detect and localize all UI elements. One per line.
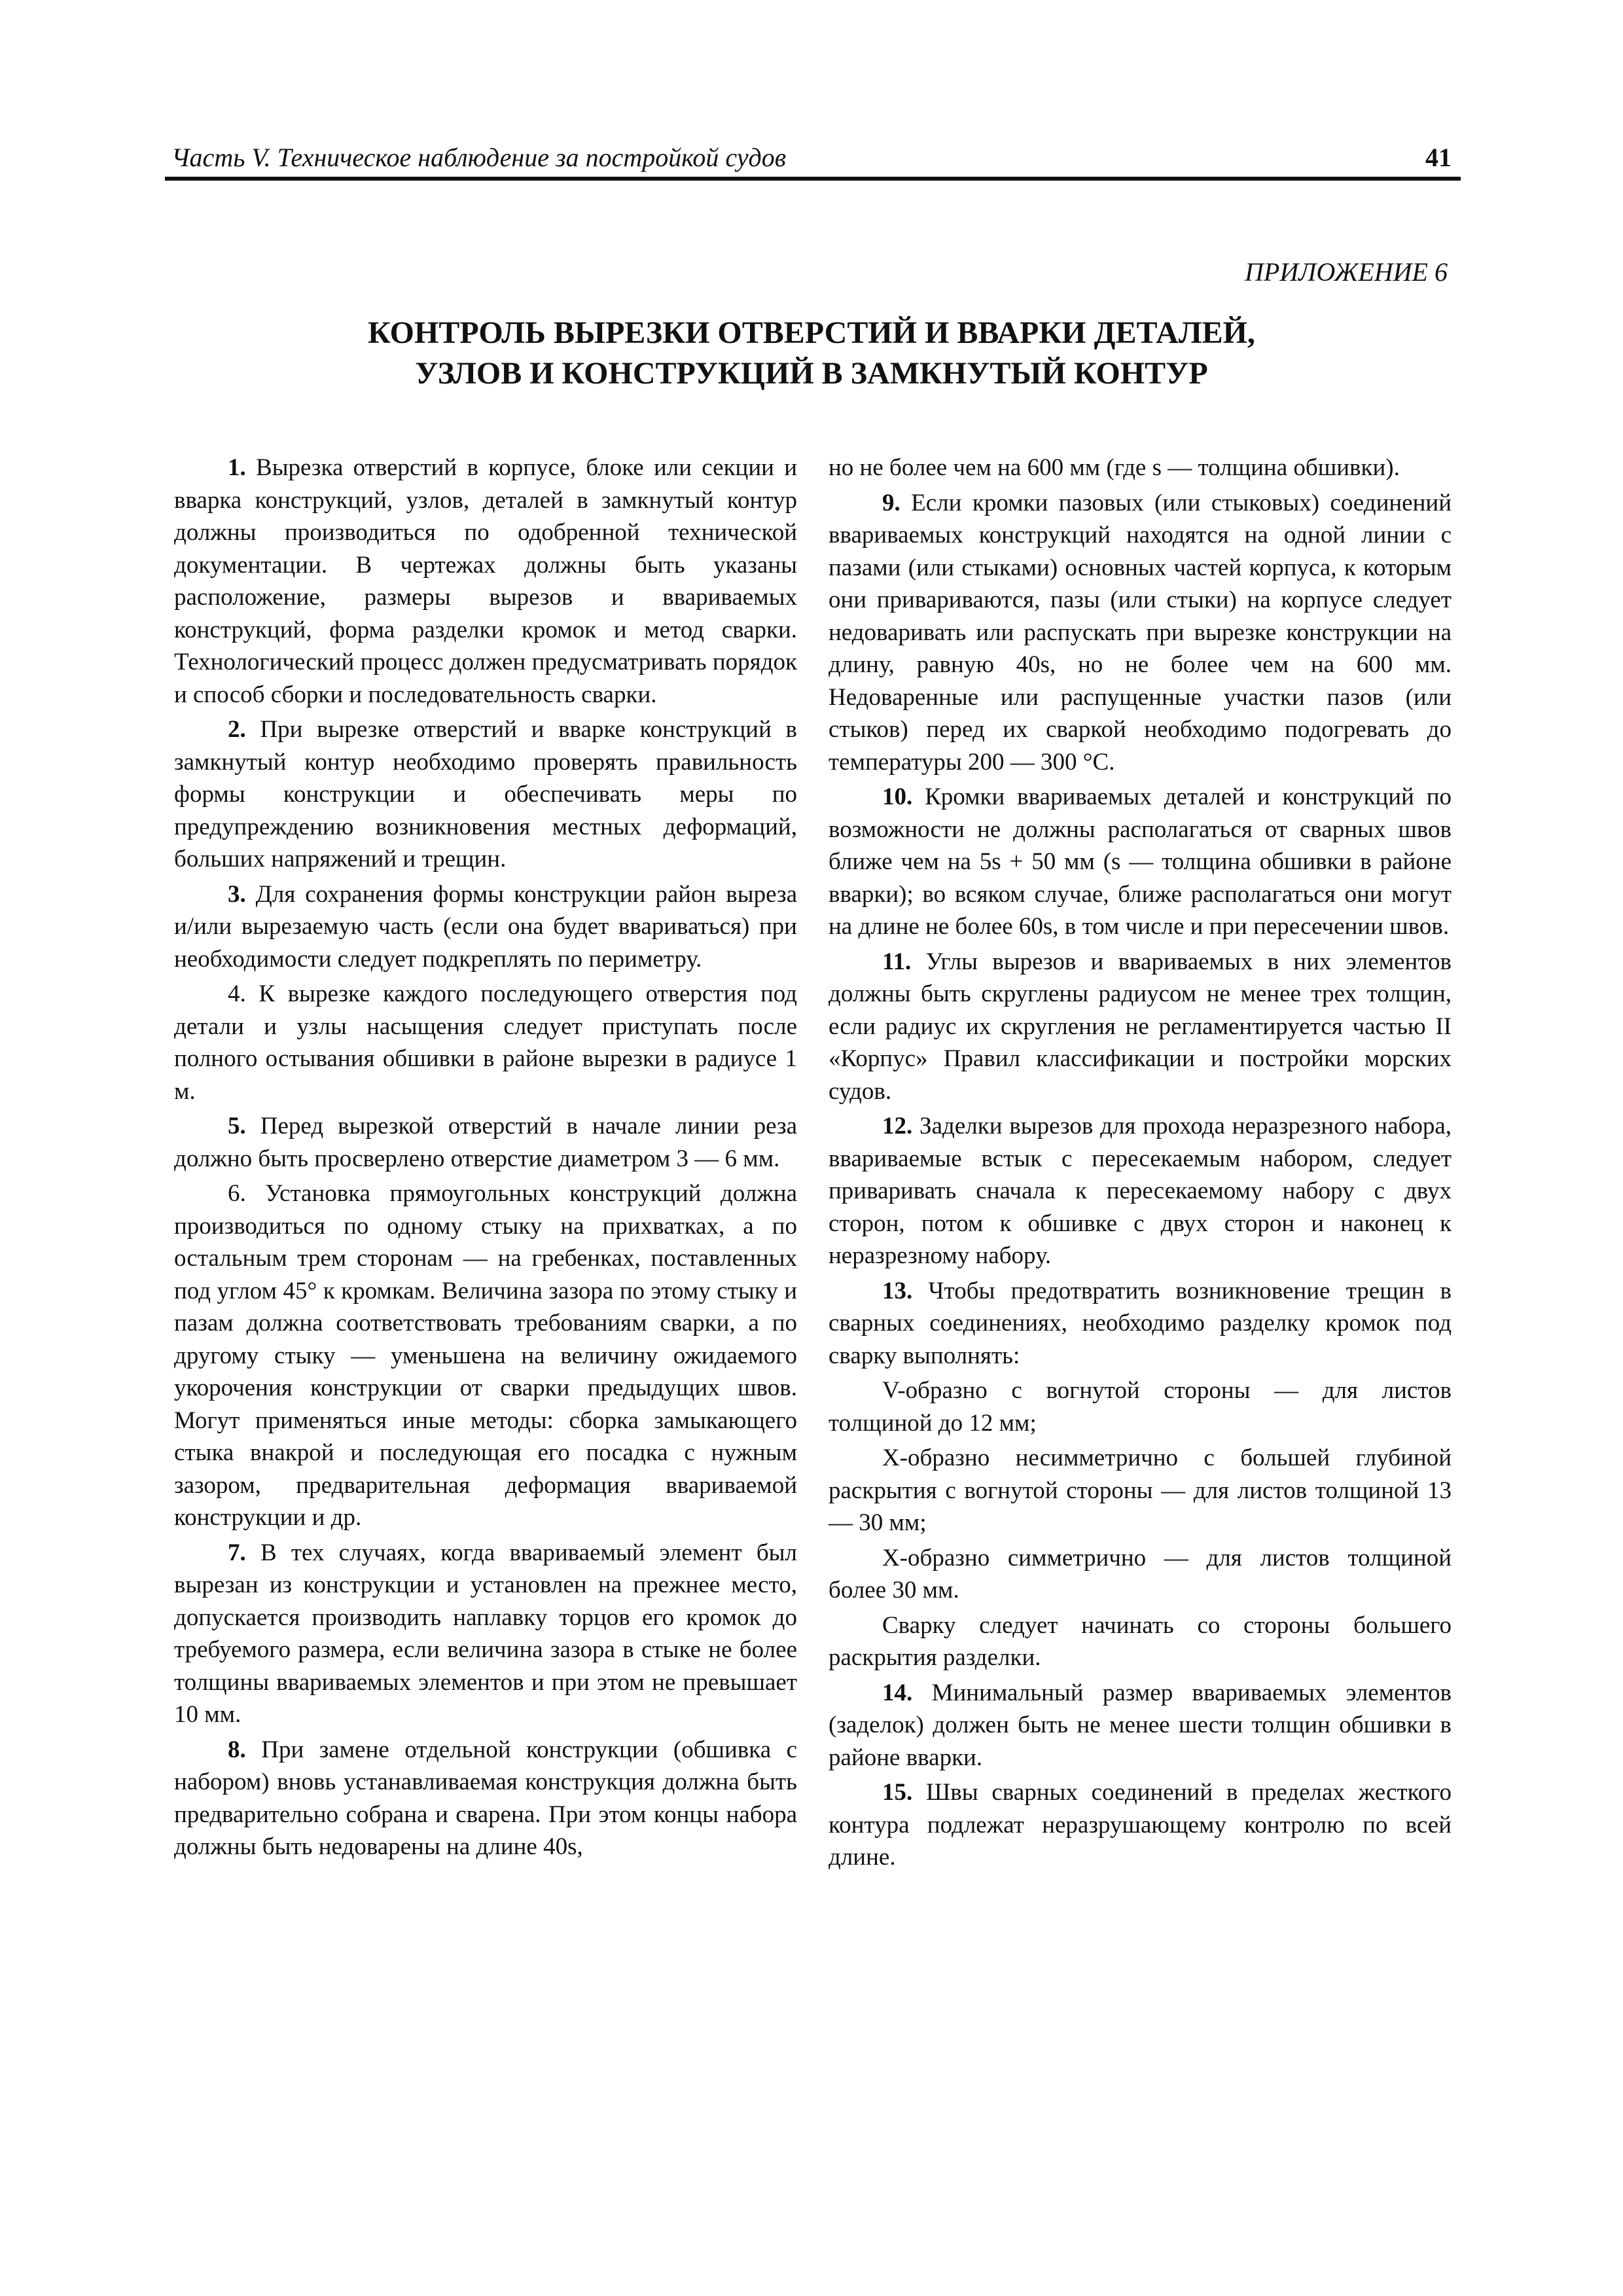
paragraph-text: Для сохранения формы конструкции район выреза и/или вырезаемую часть (если она будет ввариваться) при необходимости следует подкреплять по периметру. (174, 880, 798, 973)
paragraph (174, 978, 797, 1107)
paragraph (829, 1677, 1452, 1774)
paragraph-text: Установка прямоугольных конструкций должна производиться по одному стыку на прихватках, а по остальным трем сторонам — на гребенках, поставленных под углом 45° к кромкам. Величина зазора по этому стыку и пазам должна соответствовать требованиям сварки, а по другому стыку — уменьшена на величину ожидаемого укорочения конструкции от сварки предыдущих швов. Могут применяться иные методы: сборка замыкающего стыка внакрой и последующая его посадка с нужным зазором, предварительная деформация ввариваемой конструкции и др. (174, 1180, 798, 1531)
paragraph-number: 10. (882, 783, 913, 810)
paragraph (829, 452, 1452, 484)
page-number: 41 (1425, 143, 1452, 172)
paragraph-number: 13. (882, 1277, 913, 1304)
paragraph (829, 1442, 1452, 1539)
paragraph-number: 7. (228, 1539, 246, 1566)
paragraph (829, 1542, 1452, 1607)
paragraph (829, 1275, 1452, 1372)
right-column (829, 452, 1452, 1876)
paragraph (829, 781, 1452, 943)
paragraph (829, 1374, 1452, 1439)
paragraph (174, 713, 797, 876)
paragraph-text: Х-образно симметрично — для листов толщиной более 30 мм. (829, 1544, 1452, 1604)
header-title: Часть V. Техническое наблюдение за постройкой судов (171, 143, 787, 172)
paragraph (174, 1110, 797, 1175)
paragraph (174, 1177, 797, 1534)
paragraph-text: Углы вырезов и ввариваемых в них элементов должны быть скруглены радиусом не менее трех толщин, если радиус их скругления не регламентируется частью II «Корпус» Правил классификации и постройки морских судов. (829, 948, 1452, 1105)
running-header (165, 140, 1458, 177)
paragraph-number: 6. (228, 1180, 246, 1207)
paragraph-text: Если кромки пазовых (или стыковых) соединений ввариваемых конструкций находятся на одной линии с пазами (или стыками) основных частей корпуса, к которым они привариваются, пазы (или стыки) на корпусе следует недоваривать или распускать при вырезке конструкции на длину, равную 40s, но не более чем на 600 мм. Недоваренные или распущенные участки пазов (или стыков) перед их сваркой необходимо подогревать до температуры 200 — 300 °С. (829, 489, 1452, 776)
paragraph (829, 1110, 1452, 1272)
title-line-1: КОНТРОЛЬ ВЫРЕЗКИ ОТВЕРСТИЙ И ВВАРКИ ДЕТАЛЕЙ, (368, 315, 1255, 350)
title-line-2: УЗЛОВ И КОНСТРУКЦИЙ В ЗАМКНУТЫЙ КОНТУР (415, 356, 1208, 391)
paragraph-number: 2. (228, 716, 246, 743)
paragraph-text: Кромки ввариваемых деталей и конструкций по возможности не должны располагаться от сварных швов ближе чем на 5s + 50 мм (s — толщина обшивки в районе вварки); во всяком случае, ближе располагаться они могут на длине не более 60s, в том числе и при пересечении швов. (829, 783, 1452, 940)
paragraph-text: Заделки вырезов для прохода неразрезного набора, ввариваемые встык с пересекаемым набором, следует приваривать сначала к пересекаемому набору с двух сторон, потом к обшивке с двух сторон и наконец к неразрезному набору. (829, 1113, 1452, 1269)
header-rule (165, 177, 1461, 181)
paragraph-number: 8. (228, 1736, 246, 1763)
paragraph (829, 1776, 1452, 1874)
paragraph-text: При вырезке отверстий и вварке конструкций в замкнутый контур необходимо проверять правильность формы конструкции и обеспечивать меры по предупреждению возникновения местных деформаций, больших напряжений и трещин. (174, 716, 798, 872)
paragraph-text: Х-образно несимметрично с большей глубиной раскрытия с вогнутой стороны — для листов толщиной 13 — 30 мм; (829, 1444, 1452, 1536)
paragraph-text: При замене отдельной конструкции (обшивка с набором) вновь устанавливаемая конструкция должна быть предварительно собрана и сварена. При этом концы набора должны быть недоварены на длине 40s, (174, 1736, 797, 1860)
paragraph-number: 12. (882, 1113, 913, 1139)
left-column (174, 452, 797, 1866)
paragraph-number: 3. (228, 880, 246, 908)
paragraph-text: Минимальный размер ввариваемых элементов (заделок) должен быть не менее шести толщин обшивки в районе вварки. (829, 1679, 1452, 1771)
paragraph-number: 14. (882, 1679, 913, 1706)
paragraph-number: 9. (882, 489, 901, 516)
paragraph (829, 1609, 1452, 1674)
paragraph-number: 1. (228, 454, 246, 481)
paragraph-text: Швы сварных соединений в пределах жесткого контура подлежат неразрушающему контролю по всей длине. (829, 1779, 1452, 1871)
paragraph-text: В тех случаях, когда ввариваемый элемент был вырезан из конструкции и установлен на прежнее место, допускается производить наплавку торцов его кромок до требуемого размера, если величина зазора в стыке не более толщины ввариваемых элементов и при этом не превышает 10 мм. (174, 1539, 798, 1728)
paragraph (174, 452, 797, 711)
paragraph (829, 487, 1452, 779)
paragraph (174, 878, 797, 976)
paragraph-text: Чтобы предотвратить возникновение трещин в сварных соединениях, необходимо разделку кромок под сварку выполнять: (829, 1277, 1452, 1369)
paragraph (829, 946, 1452, 1108)
paragraph-text: V-образно с вогнутой стороны — для листов толщиной до 12 мм; (829, 1377, 1452, 1437)
paragraph-number: 11. (882, 948, 912, 975)
paragraph-text: К вырезке каждого последующего отверстия под детали и узлы насыщения следует приступать после полного остывания обшивки в районе вырезки в радиусе 1 м. (174, 980, 798, 1105)
paragraph-text: Вырезка отверстий в корпусе, блоке или секции и вварка конструкций, узлов, деталей в замкнутый контур должны производиться по одобренной технической документации. В чертежах должны быть указаны расположение, размеры вырезов и ввариваемых конструкций, форма разделки кромок и метод сварки. Технологический процесс должен предусматривать порядок и способ сборки и последовательность сварки. (174, 454, 798, 708)
paragraph-text: Сварку следует начинать со стороны большего раскрытия разделки. (829, 1611, 1452, 1671)
document-title (170, 313, 1453, 394)
paragraph (174, 1537, 797, 1731)
paragraph-text: но не более чем на 600 мм (где s — толщина обшивки). (829, 454, 1400, 481)
paragraph-number: 15. (882, 1779, 913, 1806)
appendix-label: ПРИЛОЖЕНИЕ 6 (1245, 257, 1448, 287)
paragraph (174, 1734, 797, 1863)
paragraph-number: 4. (228, 980, 246, 1007)
paragraph-text: Перед вырезкой отверстий в начале линии реза должно быть просверлено отверстие диаметром 3 — 6 мм. (174, 1113, 797, 1172)
paragraph-number: 5. (228, 1113, 246, 1139)
